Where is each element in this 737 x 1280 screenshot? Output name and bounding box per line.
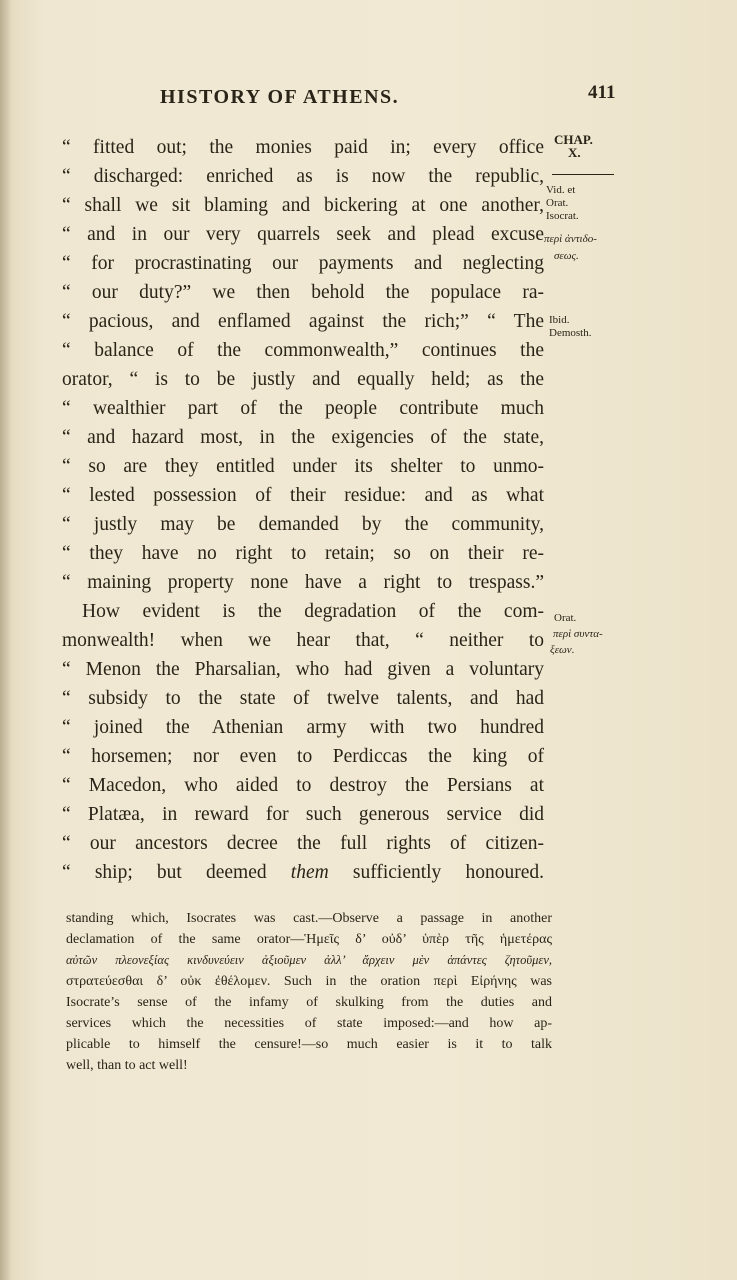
body-line: “ pacious, and enflamed against the rich;” “ The: [62, 311, 544, 332]
body-line: “ shall we sit blaming and bickering at one another,: [62, 195, 544, 216]
body-line: “ lested possession of their residue: and as what: [62, 485, 544, 506]
sidenote-ibid: Ibid.: [549, 314, 570, 326]
body-line: “ our ancestors decree the full rights of citizen-: [62, 833, 544, 854]
sidenote-greek-syntaxeon: περὶ συντα-: [553, 628, 603, 640]
body-line: “ discharged: enriched as is now the republic,: [62, 166, 544, 187]
footnote-line: services which the necessities of state imposed:—and how ap-: [66, 1016, 552, 1031]
sidenote-greek-antidosis-end: σεως.: [554, 250, 579, 262]
sidenote-orat-2: Orat.: [554, 612, 577, 624]
body-line: “ and hazard most, in the exigencies of the state,: [62, 427, 544, 448]
sidenote-chap-number: X.: [568, 145, 581, 160]
sidenote-demosth: Demosth.: [549, 327, 592, 339]
body-line: “ subsidy to the state of twelve talents, and had: [62, 688, 544, 709]
body-line-final: [62, 858, 544, 887]
body-line: orator, “ is to be justly and equally held; as the: [62, 369, 544, 390]
sidenote-vid-et: Vid. et: [546, 184, 576, 196]
body-line: “ Macedon, who aided to destroy the Persians at: [62, 775, 544, 796]
body-text: [62, 133, 544, 887]
sidenote-orat: Orat.: [546, 197, 569, 209]
body-line: “ horsemen; nor even to Perdiccas the king of: [62, 746, 544, 767]
body-line: “ so are they entitled under its shelter to unmo-: [62, 456, 544, 477]
footnote: [66, 908, 552, 1076]
sidenote-chap: CHAP.: [554, 132, 593, 147]
footnote-line: Isocrate’s sense of the infamy of skulking from the duties and: [66, 995, 552, 1010]
body-line: “ wealthier part of the people contribute much: [62, 398, 544, 419]
body-line: “ fitted out; the monies paid in; every office: [62, 137, 544, 158]
body-line: “ for procrastinating our payments and neglecting: [62, 253, 544, 274]
body-line: “ balance of the commonwealth,” continues the: [62, 340, 544, 361]
page-number: 411: [588, 82, 616, 103]
body-final-text: “ ship; but deemed: [62, 862, 291, 883]
footnote-line: declamation of the same orator—Ἡμεῖς δ’ οὐδ’ ὑπὲρ τῆς ἡμετέρας: [66, 932, 552, 947]
body-final-emphasis: them: [290, 862, 329, 883]
page-gutter-shadow: [0, 0, 12, 1280]
sidenote-greek-antidosis: περὶ ἀντιδο-: [544, 233, 597, 245]
footnote-line: standing which, Isocrates was cast.—Observe a passage in another: [66, 911, 552, 926]
footnote-line-last: well, than to act well!: [66, 1058, 188, 1073]
footnote-line-greek: αὐτῶν πλεονεξίας κινδυνεύειν ἀξιοῦμεν ἀλλ’ ἄρχειν μὲν ἁπάντες ζητοῦμεν,: [66, 953, 552, 967]
footnote-line: στρατεύεσθαι δ’ οὐκ ἐθέλομεν. Such in the oration περὶ Εἰρήνης was: [66, 974, 552, 989]
body-line: “ maining property none have a right to trespass.”: [62, 572, 544, 593]
running-header-title: HISTORY OF ATHENS.: [160, 86, 400, 108]
body-line: “ joined the Athenian army with two hundred: [62, 717, 544, 738]
body-line-paragraph-start: How evident is the degradation of the com-: [82, 601, 544, 622]
sidenote-isocrat: Isocrat.: [546, 210, 579, 222]
sidenote-greek-syntaxeon-end: ξεων.: [550, 644, 575, 656]
body-line: monwealth! when we hear that, “ neither to: [62, 630, 544, 651]
body-line: “ justly may be demanded by the community,: [62, 514, 544, 535]
body-line: “ Platæa, in reward for such generous service did: [62, 804, 544, 825]
body-line: “ our duty?” we then behold the populace ra-: [62, 282, 544, 303]
body-line: “ Menon the Pharsalian, who had given a voluntary: [62, 659, 544, 680]
body-line: “ and in our very quarrels seek and plead excuse: [62, 224, 544, 245]
body-final-text-end: sufficiently honoured.: [328, 862, 544, 883]
sidenote-rule: [552, 174, 614, 175]
footnote-line: plicable to himself the censure!—so much easier is it to talk: [66, 1037, 552, 1052]
body-line: “ they have no right to retain; so on their re-: [62, 543, 544, 564]
